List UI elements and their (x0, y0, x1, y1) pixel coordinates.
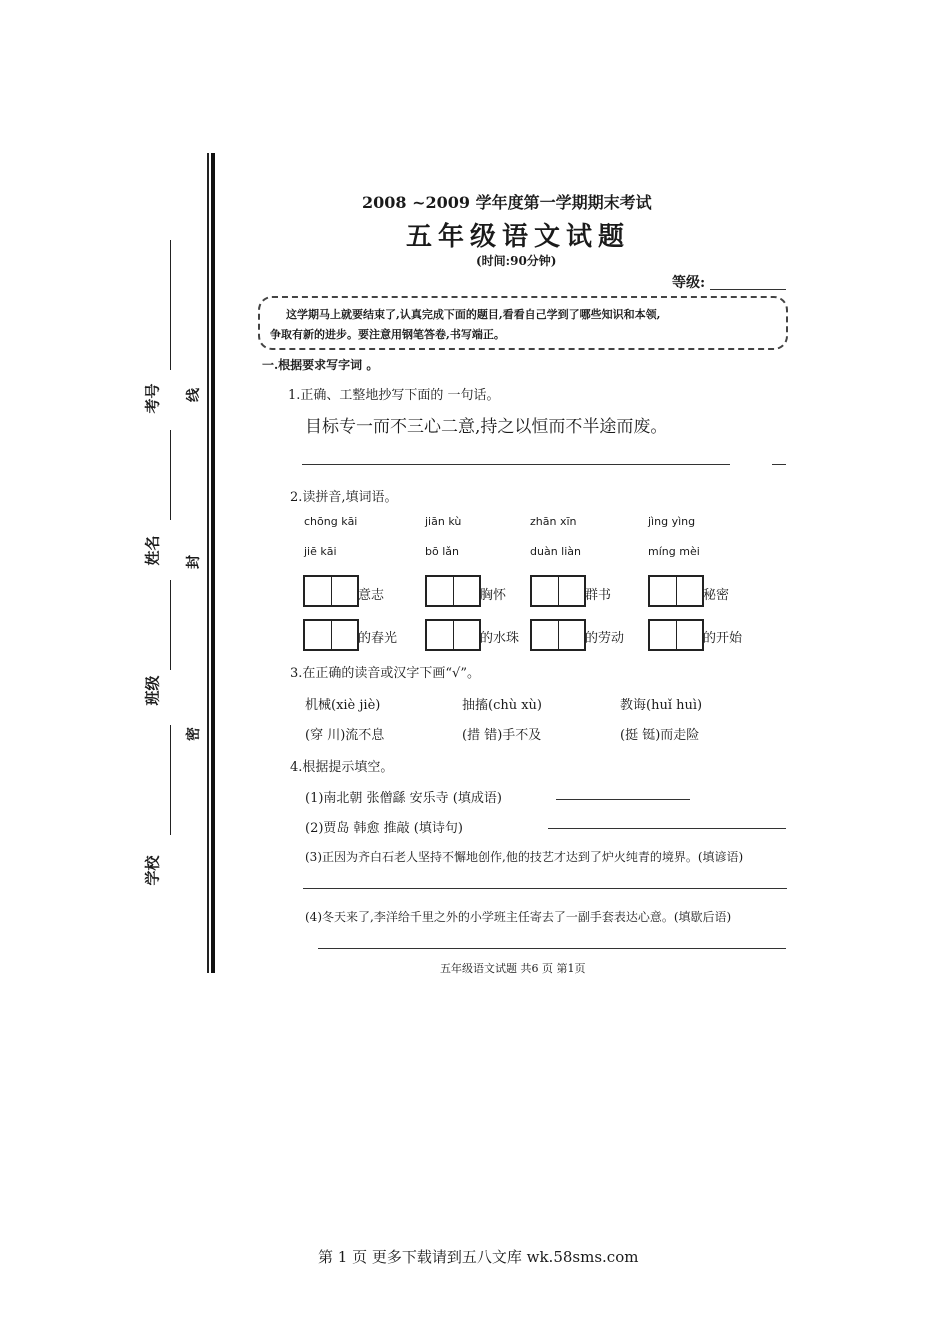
q4-item-1: (1)南北朝 张僧繇 安乐寺 (填成语) (305, 791, 502, 806)
notice-line-1: 这学期马上就要结束了,认真完成下面的题目,看看自己学到了哪些知识和本领, (286, 308, 661, 321)
notice-line-2: 争取有新的进步。要注意用钢笔答卷,书写端正。 (270, 328, 505, 341)
q3-item-2-1[interactable]: (穿 川)流不息 (305, 728, 385, 743)
q4-answer-line-3[interactable] (303, 888, 787, 889)
q1-answer-line-end (772, 464, 786, 465)
exam-page-footer: 五年级语文试题 共6 页 第1页 (440, 962, 586, 975)
q2-pinyin-1-1: chōng kāi (304, 515, 358, 528)
q3-item-1-2[interactable]: 抽搐(chù xù) (462, 698, 543, 713)
q2-pinyin-2-3: duàn liàn (530, 545, 581, 558)
q2-pinyin-2-1: jiē kāi (304, 545, 337, 558)
label-xuexiao: 学校 (143, 855, 162, 886)
q4-prompt: 4.根据提示填空。 (290, 760, 394, 775)
q2-prompt: 2.读拼音,填词语。 (290, 490, 398, 505)
answer-box[interactable] (425, 619, 481, 651)
q3-item-1-3[interactable]: 教诲(huǐ huì) (620, 698, 703, 713)
answer-box[interactable] (530, 575, 586, 607)
mark-mi: 密 (186, 727, 202, 741)
exam-year-title: 2008 ~2009 学年度第一学期期末考试 (362, 193, 652, 212)
answer-box[interactable] (425, 575, 481, 607)
q3-item-2-3[interactable]: (挺 铤)而走险 (620, 728, 700, 743)
q2-word-2-2: 的水珠 (480, 631, 520, 646)
label-xingming: 姓名 (143, 535, 162, 566)
q3-item-1-1[interactable]: 机械(xiè jiè) (305, 698, 381, 713)
exam-main-title: 五年级语文试题 (406, 222, 631, 252)
q2-word-1-1: 意志 (358, 588, 385, 603)
answer-box[interactable] (648, 575, 704, 607)
q3-prompt: 3.在正确的读音或汉字下画“√”。 (290, 666, 480, 681)
q4-answer-line-2[interactable] (548, 828, 786, 829)
mark-xian: 线 (186, 388, 202, 402)
q4-answer-line-4[interactable] (318, 948, 786, 949)
q1-sentence: 目标专一而不三心二意,持之以恒而不半途而废。 (305, 417, 668, 437)
q2-word-2-3: 的劳动 (585, 631, 625, 646)
q4-answer-line-1[interactable] (556, 799, 690, 800)
q4-item-3: (3)正因为齐白石老人坚持不懈地创作,他的技艺才达到了炉火纯青的境界。(填谚语) (305, 850, 744, 864)
q3-item-2-2[interactable]: (措 错)手不及 (462, 728, 542, 743)
mark-feng: 封 (186, 555, 202, 569)
grade-label: 等级: (672, 275, 706, 291)
answer-box[interactable] (303, 575, 359, 607)
q2-word-2-1: 的春光 (358, 631, 398, 646)
section-1-title: 一.根据要求写字词 。 (262, 358, 379, 372)
answer-box[interactable] (648, 619, 704, 651)
q2-pinyin-1-2: jiān kù (425, 515, 462, 528)
grade-blank (710, 289, 786, 290)
q2-pinyin-1-4: jìng yìng (648, 515, 696, 528)
q4-item-4: (4)冬天来了,李洋给千里之外的小学班主任寄去了一副手套表达心意。(填歇后语) (305, 910, 732, 924)
q1-answer-line (302, 464, 730, 465)
q2-word-1-2: 胸怀 (480, 588, 507, 603)
label-kaohao: 考号 (143, 383, 162, 414)
blank-line-kaohao-2 (170, 430, 171, 520)
q2-pinyin-1-3: zhān xīn (530, 515, 577, 528)
exam-time: (时间:90分钟) (476, 254, 557, 268)
q2-word-2-4: 的开始 (703, 631, 743, 646)
q2-pinyin-2-4: míng mèi (648, 545, 700, 558)
answer-box[interactable] (303, 619, 359, 651)
blank-line-xingming (170, 580, 171, 670)
site-footer: 第 1 页 更多下载请到五八文库 wk.58sms.com (318, 1248, 639, 1266)
blank-line-banji (170, 725, 171, 835)
binding-line-outer (207, 153, 209, 973)
answer-box[interactable] (530, 619, 586, 651)
q4-item-2: (2)贾岛 韩愈 推敲 (填诗句) (305, 821, 463, 836)
blank-line-kaohao (170, 240, 171, 370)
notice-box (258, 296, 788, 350)
q2-word-1-3: 群书 (585, 588, 612, 603)
q2-word-1-4: 秘密 (703, 588, 730, 603)
binding-line-thick (211, 153, 215, 973)
label-banji: 班级 (143, 675, 162, 706)
q1-prompt: 1.正确、工整地抄写下面的 一句话。 (288, 388, 500, 403)
q2-pinyin-2-2: bō lǎn (425, 545, 459, 558)
